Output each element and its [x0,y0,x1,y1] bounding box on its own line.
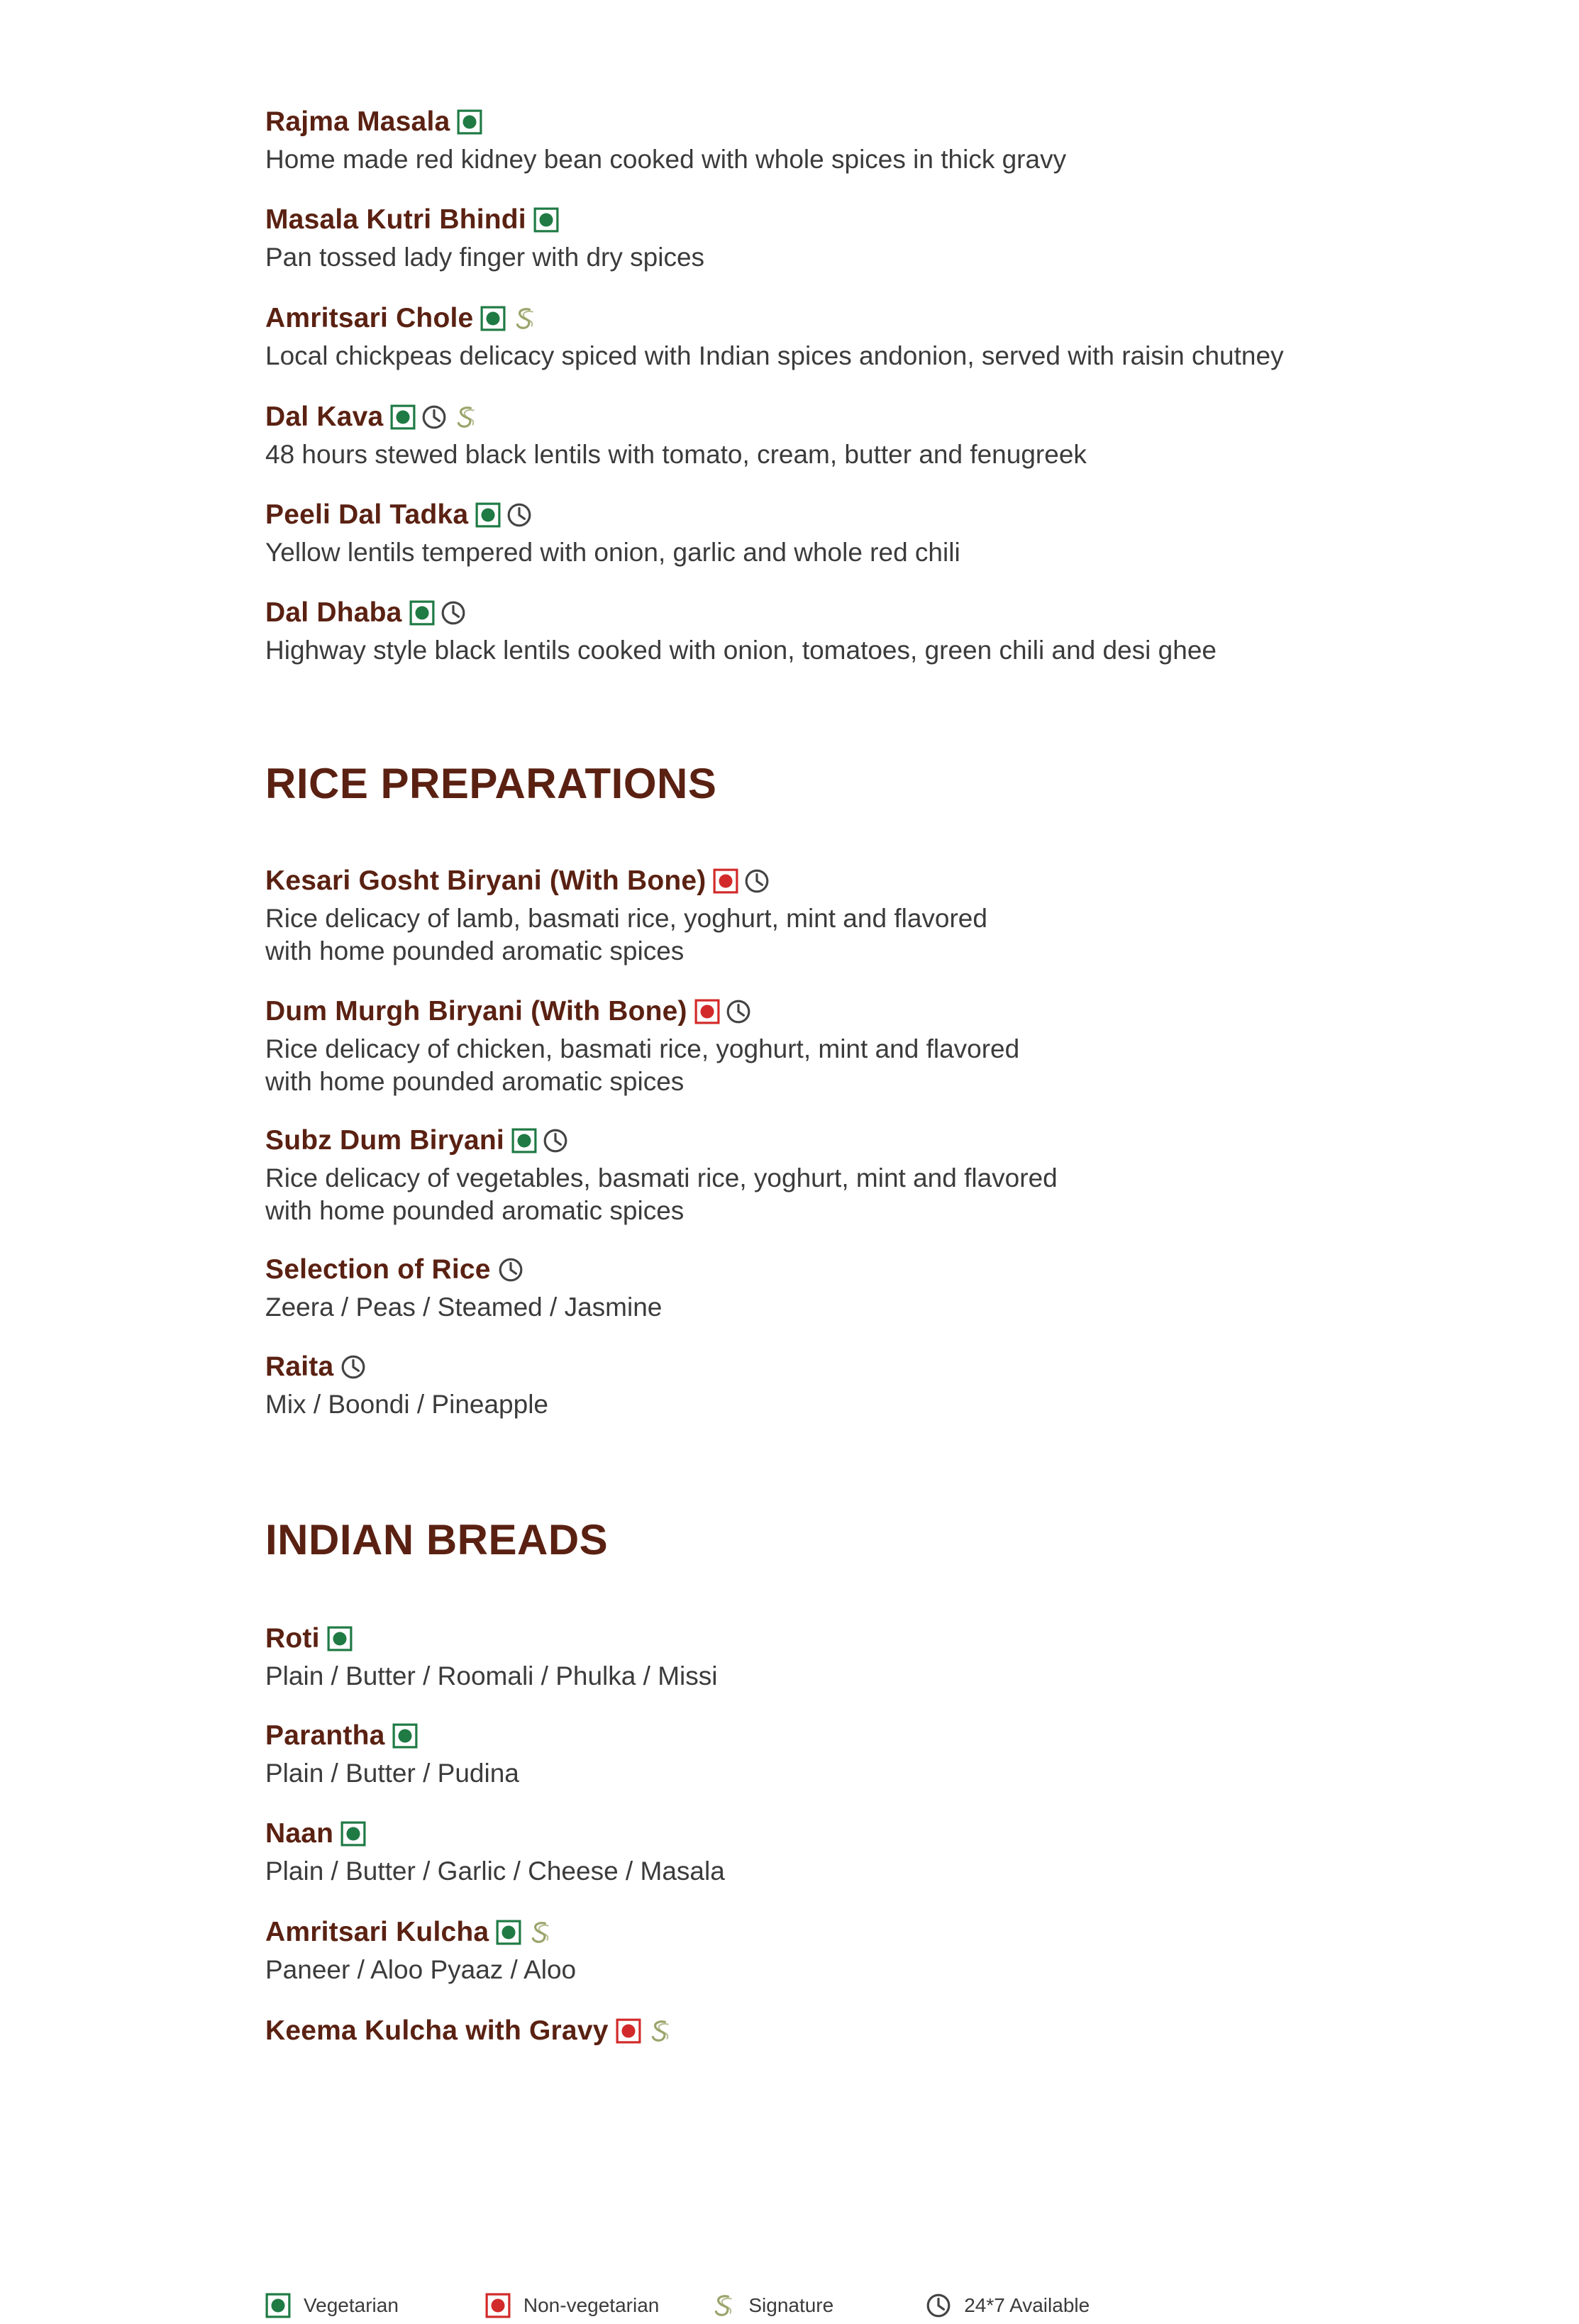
dish-icons [392,1723,418,1749]
menu-item [265,1251,662,1324]
dish-name: Roti [265,1623,320,1654]
dish-description: 48 hours stewed black lentils with tomato, cream, butter and fenugreek [265,440,1087,469]
nonveg-icon [713,868,738,894]
signature-icon [527,1920,553,1945]
dish-description: Paneer / Aloo Pyaaz / Aloo [265,1955,577,1984]
menu-item-name-row [265,993,1019,1030]
menu-item-name-row [265,1914,576,1951]
dish-name: Parantha [265,1720,385,1751]
legend-item [926,2293,1090,2318]
veg-icon [340,1821,366,1847]
clock-icon [926,2293,951,2318]
dish-icons [340,1354,366,1380]
dish-name: Rajma Masala [265,106,450,137]
dish-icons [616,2018,672,2044]
dish-name: Raita [265,1351,334,1382]
legend-item [710,2293,833,2318]
veg-icon [409,600,435,626]
menu-item-name-row [265,1717,519,1754]
clock-icon [421,404,447,430]
menu-item-name-row [265,1251,662,1288]
menu-item [265,1717,519,1790]
dish-description: Plain / Butter / Garlic / Cheese / Masala [265,1857,725,1886]
menu-item [265,1349,548,1421]
clock-icon [506,502,532,528]
clock-icon [340,1354,366,1380]
dish-icons [511,1128,568,1153]
veg-icon [265,2293,291,2318]
dish-icons [694,999,751,1024]
dish-icons [457,109,482,135]
nonveg-icon [485,2293,511,2318]
nonveg-icon [694,999,720,1024]
dish-name: Peeli Dal Tadka [265,499,469,530]
dish-name: Amritsari Chole [265,303,474,333]
dish-name: Dum Murgh Biryani (With Bone) [265,996,687,1027]
clock-icon [441,600,466,626]
legend-item [485,2293,659,2318]
signature-icon [511,306,537,331]
menu-item [265,594,1217,667]
menu-item [265,497,960,569]
dish-description-continued: with home pounded aromatic spices [265,936,685,965]
dish-name: Kesari Gosht Biryani (With Bone) [265,865,707,896]
signature-icon [647,2018,672,2044]
dish-description: Rice delicacy of vegetables, basmati rice, yoghurt, mint and flavored [265,1163,1058,1193]
veg-icon [496,1920,521,1945]
menu-item [265,300,1284,372]
dish-name: Selection of Rice [265,1254,491,1285]
menu-item [265,201,704,274]
dish-description: Highway style black lentils cooked with onion, tomatoes, green chili and desi ghee [265,636,1217,665]
menu-item-name-row [265,2013,672,2049]
veg-icon [511,1128,537,1153]
menu-item-name-row [265,399,1087,436]
menu-item-name-row [265,201,704,238]
clock-icon [543,1128,568,1153]
veg-icon [390,404,416,430]
menu-item-name-row [265,863,987,900]
dish-name: Subz Dum Biryani [265,1125,504,1156]
dish-icons [390,404,478,430]
dish-name: Amritsari Kulcha [265,1917,489,1947]
menu-item-name-row [265,497,960,533]
dish-description-continued: with home pounded aromatic spices [265,1196,685,1225]
signature-icon [453,404,478,430]
menu-item [265,863,987,968]
dish-icons [340,1821,366,1847]
veg-icon [475,502,501,528]
menu-item [265,1914,576,1986]
signature-icon [710,2293,736,2318]
section-title: INDIAN BREADS [265,1516,609,1564]
dish-icons [496,1920,553,1945]
veg-icon [327,1626,353,1651]
menu-item [265,2013,672,2049]
menu-item [265,104,1066,176]
menu-item-name-row [265,594,1217,631]
dish-icons [533,207,559,233]
section-title: RICE PREPARATIONS [265,760,717,807]
veg-icon [480,306,506,331]
dish-description: Mix / Boondi / Pineapple [265,1390,549,1419]
dish-description: Plain / Butter / Pudina [265,1759,519,1788]
menu-item-name-row [265,1815,725,1852]
dish-name: Keema Kulcha with Gravy [265,2015,609,2046]
clock-icon [498,1257,523,1283]
dish-description: Home made red kidney bean cooked with whole spices in thick gravy [265,145,1067,174]
dish-description: Rice delicacy of lamb, basmati rice, yoghurt, mint and flavored [265,904,987,933]
clock-icon [744,868,770,894]
dish-description: Local chickpeas delicacy spiced with Indian spices andonion, served with raisin chutney [265,341,1284,370]
dish-description: Pan tossed lady finger with dry spices [265,243,705,272]
menu-item-name-row [265,300,1284,337]
dish-icons [713,868,770,894]
dish-icons [475,502,532,528]
dish-name: Dal Kava [265,402,384,432]
dish-icons [498,1257,523,1283]
legend-label: Vegetarian [304,2294,399,2316]
dish-icons [480,306,537,331]
menu-item [265,1620,717,1693]
veg-icon [533,207,559,233]
dish-icons [327,1626,353,1651]
dish-name: Masala Kutri Bhindi [265,204,526,235]
menu-item-name-row [265,104,1066,140]
menu-item [265,993,1019,1098]
dish-name: Naan [265,1818,334,1849]
dish-name: Dal Dhaba [265,597,402,628]
menu-item-name-row [265,1122,1058,1159]
veg-icon [457,109,482,135]
dish-description: Rice delicacy of chicken, basmati rice, yoghurt, mint and flavored [265,1034,1020,1063]
legend-label: 24*7 Available [964,2294,1090,2316]
menu-item-name-row [265,1349,548,1385]
dish-description: Yellow lentils tempered with onion, garlic and whole red chili [265,538,960,567]
dish-description: Zeera / Peas / Steamed / Jasmine [265,1293,663,1322]
legend [265,2293,1090,2318]
nonveg-icon [616,2018,641,2044]
veg-icon [392,1723,418,1749]
dish-description-continued: with home pounded aromatic spices [265,1067,685,1096]
menu-item [265,1815,725,1888]
dish-description: Plain / Butter / Roomali / Phulka / Missi [265,1661,718,1691]
clock-icon [726,999,751,1024]
legend-label: Signature [748,2294,834,2316]
menu-item [265,1122,1058,1227]
dish-icons [409,600,466,626]
menu-item-name-row [265,1620,717,1657]
legend-label: Non-vegetarian [523,2294,660,2316]
legend-item [265,2293,399,2318]
menu-item [265,399,1087,471]
